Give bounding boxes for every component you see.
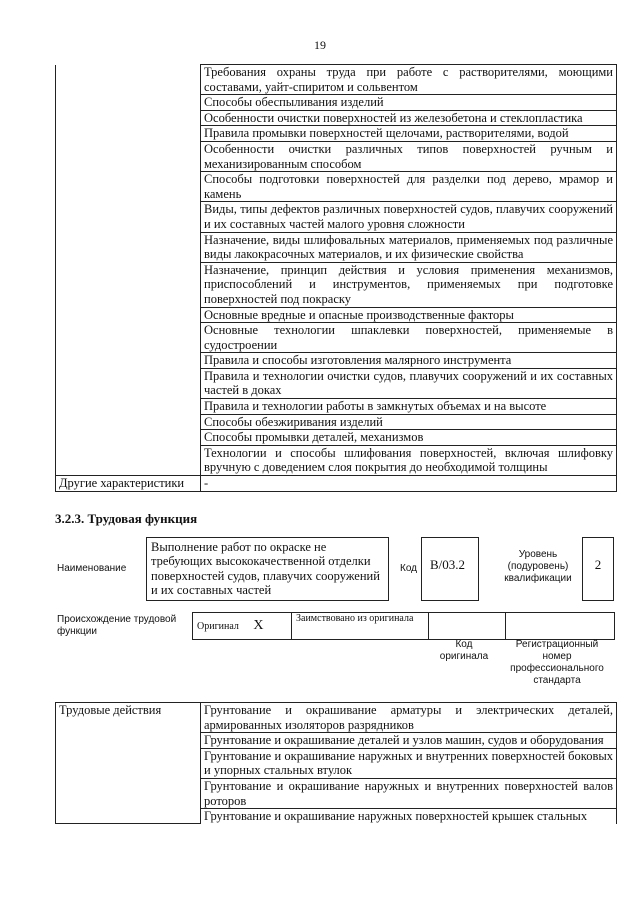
- action-item: Грунтование и окрашивание наружных и внутренних поверхностей валов роторов: [201, 778, 617, 808]
- knowledge-item: Виды, типы дефектов различных поверхностей судов, плавучих сооружений и их составных частей малого уровня сложности: [201, 202, 617, 232]
- knowledge-item: Назначение, виды шлифовальных материалов, применяемых под различные виды лакокрасочных материалов, и их физические свойства: [201, 232, 617, 262]
- level-box: [582, 537, 614, 601]
- knowledge-item: Основные вредные и опасные производственные факторы: [201, 307, 617, 323]
- other-characteristics-value: -: [201, 476, 617, 492]
- knowledge-item: Основные технологии шпаклевки поверхностей, применяемые в судостроении: [201, 323, 617, 353]
- code-original-label: Код оригинала: [439, 639, 489, 662]
- code-box: [421, 537, 479, 601]
- section-title: 3.2.3. Трудовая функция: [55, 511, 198, 526]
- knowledge-item: Особенности очистки поверхностей из железобетона и стеклопластика: [201, 110, 617, 126]
- knowledge-item: Правила и технологии работы в замкнутых объемах и на высоте: [201, 399, 617, 415]
- actions-table: [55, 702, 617, 824]
- knowledge-item: Правила и способы изготовления малярного инструмента: [201, 353, 617, 369]
- original-mark: X: [253, 618, 264, 633]
- knowledge-item: Требования охраны труда при работе с растворителями, моющими составами, уайт-спиритом и сольвентом: [201, 65, 617, 95]
- knowledge-item: Правила промывки поверхностей щелочами, растворителями, водой: [201, 126, 617, 142]
- origin-table: [192, 612, 615, 640]
- knowledge-item: Способы обезжиривания изделий: [201, 414, 617, 430]
- knowledge-table: [55, 64, 617, 492]
- knowledge-item: Технологии и способы шлифования поверхностей, включая шлифовку вручную с доведением слоя покрытия до необходимой толщины: [201, 445, 617, 475]
- action-row: [56, 703, 617, 733]
- code-label: Код: [400, 563, 418, 574]
- action-item: Грунтование и окрашивание наружных и внутренних поверхностей боковых и упорных стальных втулок: [201, 748, 617, 778]
- other-characteristics-label: Другие характеристики: [56, 476, 201, 492]
- code-original-cell: [429, 613, 506, 640]
- original-label: Оригинал: [197, 621, 239, 632]
- name-label: Наименование: [57, 563, 127, 574]
- borrowed-cell: [292, 613, 429, 640]
- other-characteristics-row: [56, 476, 617, 492]
- knowledge-item: Правила и технологии очистки судов, плавучих сооружений и их составных частей в доках: [201, 368, 617, 398]
- knowledge-item: Способы обеспыливания изделий: [201, 95, 617, 111]
- level-label: Уровень (подуровень) квалификации: [504, 549, 572, 584]
- function-name-value: Выполнение работ по окраске не требующих высококачественной отделки поверхностей судов, плавучих сооружений и их составных частей: [151, 540, 380, 598]
- knowledge-row: [56, 65, 617, 95]
- action-item: Грунтование и окрашивание деталей и узлов машин, судов и оборудования: [201, 733, 617, 749]
- knowledge-item: Способы подготовки поверхностей для разделки под дерево, мрамор и камень: [201, 172, 617, 202]
- origin-label: Происхождение трудовой функции: [57, 614, 177, 637]
- page-number: 19: [314, 38, 326, 52]
- action-item: Грунтование и окрашивание наружных поверхностей крышек стальных: [201, 809, 617, 824]
- knowledge-item: Назначение, принцип действия и условия применения механизмов, приспособлений и инструментов, применяемых при подготовке поверхностей под покраску: [201, 262, 617, 307]
- knowledge-item: Особенности очистки различных типов поверхностей ручным и механизированным способом: [201, 141, 617, 171]
- original-cell: [193, 613, 292, 640]
- code-value: В/03.2: [430, 557, 466, 572]
- borrowed-label: Заимствовано из оригинала: [296, 613, 414, 624]
- actions-label: Трудовые действия: [56, 703, 201, 824]
- knowledge-item: Способы промывки деталей, механизмов: [201, 430, 617, 446]
- function-name-box: [146, 537, 389, 601]
- reg-number-label: Регистрационный номер профессионального стандарта: [510, 639, 604, 686]
- action-item: Грунтование и окрашивание арматуры и электрических деталей, армированных изоляторов разрядников: [201, 703, 617, 733]
- reg-number-cell: [506, 613, 615, 640]
- level-value: 2: [594, 557, 602, 572]
- knowledge-label-cell: [56, 65, 201, 476]
